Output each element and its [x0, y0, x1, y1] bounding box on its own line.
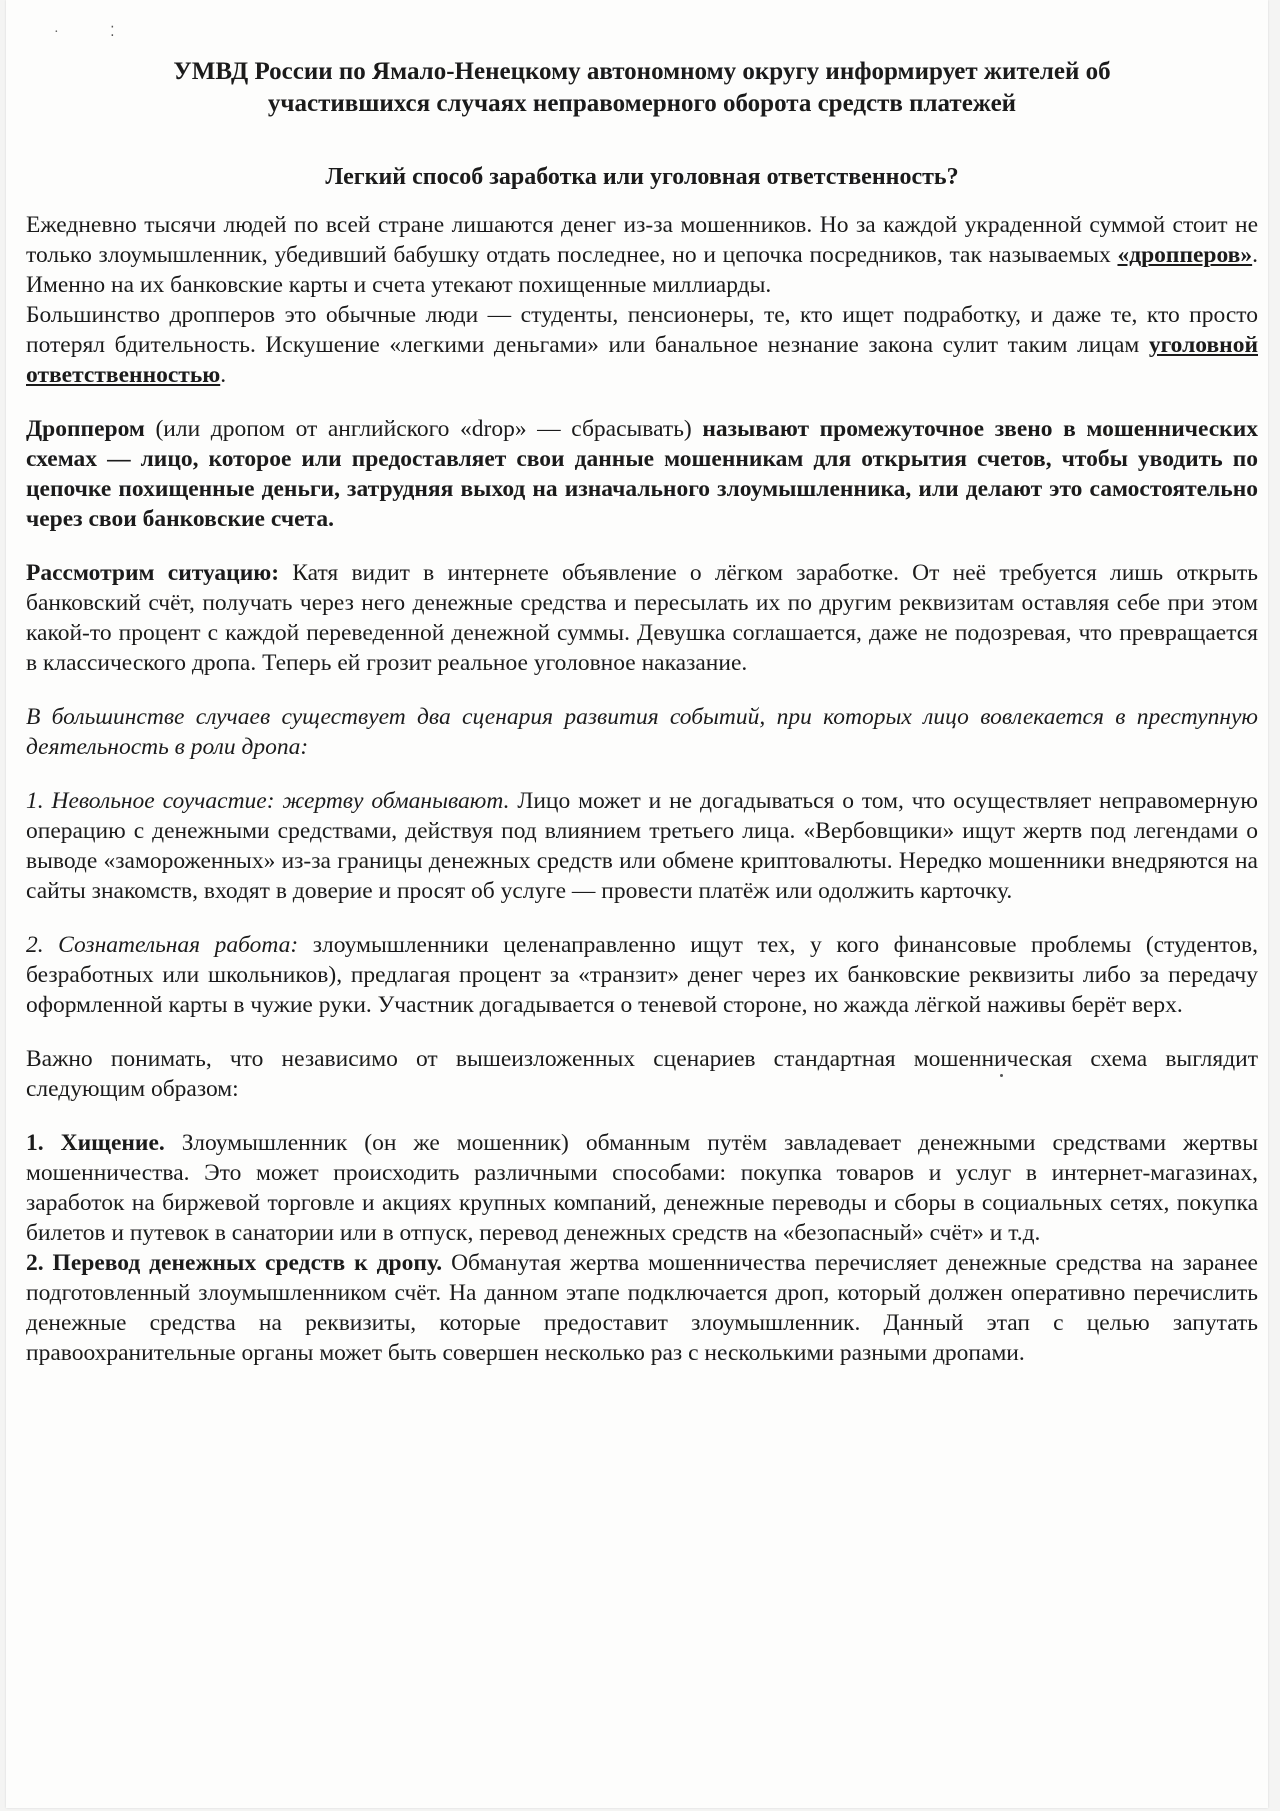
p9-text: Злоумышленник (он же мошенник) обманным путём завладевает денежными средствами жертвы мошенничества. Это может происходить различными способами: покупка товаров и услуг в интернет-магазинах, заработок на биржевой торговле и акциях крупных компаний, денежные переводы и сборы в социальных сетях, покупка билетов и путевок в санатории или в отпуск, перевод денежных средств на «безопасный» счёт» и т.д. — [26, 1130, 1259, 1246]
p10-lead: 2. Перевод денежных средств к дропу. — [26, 1250, 443, 1276]
document-body — [26, 56, 1258, 1368]
p2-text-c: . — [220, 362, 227, 388]
p2-text-a: Большинство дропперов это обычные люди — студенты, пенсионеры, те, кто ищет подработку, и даже те, кто просто потерял бдительность. Искушение «легкими деньгами» или банальное незнание закона сулит таким лицам — [26, 302, 1258, 358]
paragraph-definition — [26, 414, 1258, 534]
p7-lead: 2. Сознательная работа: — [26, 932, 299, 958]
paragraph-step-2 — [26, 1248, 1258, 1368]
document-page — [6, 0, 1268, 1808]
paragraph-step-1 — [26, 1128, 1258, 1248]
paragraph-scenario-2 — [26, 930, 1258, 1020]
title-line-2: участившихся случаях неправомерного оборота средств платежей — [267, 90, 1017, 117]
scan-specks: · ⁚ — [54, 25, 139, 40]
document-title — [66, 56, 1218, 120]
paragraph-scenarios-intro: В большинстве случаев существует два сценария развития событий, при которых лицо вовлекается в преступную деятельность в роли дропа: — [26, 704, 1258, 760]
title-line-1: УМВД России по Ямало-Ненецкому автономному округу информирует жителей об — [173, 58, 1111, 85]
p4-lead: Рассмотрим ситуацию: — [26, 560, 280, 586]
p1-droppers-term: «дропперов» — [1117, 242, 1253, 268]
document-subtitle: Легкий способ заработка или уголовная ответственность? — [325, 164, 959, 190]
paragraph-example — [26, 558, 1258, 678]
paragraph-scenario-1 — [26, 786, 1258, 906]
paragraph-scheme-intro: Важно понимать, что независимо от вышеизложенных сценариев стандартная мошенническая схема выглядит следующим образом: — [26, 1046, 1258, 1102]
p2-criminal-liability: уголовной ответственностью — [26, 332, 1258, 388]
p7-text: злоумышленники целенаправленно ищут тех, у кого финансовые проблемы (студентов, безработных или школьников), предлагая процент за «транзит» денег через их банковские реквизиты либо за передачу оформленной карты в чужие руки. Участник догадывается о теневой стороне, но жажда лёгкой наживы берёт верх. — [26, 932, 1258, 1018]
p3-etymology: (или дропом от английского «drop» — сбрасывать) — [144, 416, 703, 442]
p3-definition: называют промежуточное звено в мошеннических схемах — лицо, которое или предоставляет свои данные мошенникам для открытия счетов, чтобы уводить по цепочке похищенные деньги, затрудняя выход на изначального злоумышленника, или делают это самостоятельно через свои банковские счета. — [26, 416, 1258, 532]
p1-text-a: Ежедневно тысячи людей по всей стране лишаются денег из-за мошенников. Но за каждой украденной суммой стоит не только злоумышленник, убедивший бабушку отдать последнее, но и цепочка посредников, так называемых — [26, 212, 1258, 268]
p6-lead: 1. Невольное соучастие: жертву обманывают. — [26, 788, 510, 814]
p10-text: Обманутая жертва мошенничества перечисляет денежные средства на заранее подготовленный злоумышленником счёт. На данном этапе подключается дроп, который должен оперативно перечислить денежные средства на реквизиты, которые предоставит злоумышленник. Данный этап с целью запутать правоохранительные органы может быть совершен несколько раз с несколькими разными дропами. — [26, 1250, 1258, 1366]
p4-text: Катя видит в интернете объявление о лёгком заработке. От неё требуется лишь открыть банковский счёт, получать через него денежные средства и пересылать их по другим реквизитам оставляя себе при этом какой-то процент с каждой переведенной денежной суммы. Девушка соглашается, даже не подозревая, что превращается в классического дропа. Теперь ей грозит реальное уголовное наказание. — [26, 560, 1259, 676]
p1-text-c: . Именно на их банковские карты и счета утекают похищенные миллиарды. — [26, 242, 1258, 298]
p3-term: Дроппером — [26, 416, 145, 442]
paragraph-intro — [26, 210, 1258, 300]
p6-text: Лицо может и не догадываться о том, что осуществляет неправомерную операцию с денежными средствами, действуя под влиянием третьего лица. «Вербовщики» ищут жертв под легендами о выводе «замороженных» из-за границы денежных средств или обмене криптовалюты. Нередко мошенники внедряются на сайты знакомств, входят в доверие и просят об услуге — провести платёж или одолжить карточку. — [26, 788, 1258, 904]
paragraph-who-are-droppers — [26, 300, 1258, 390]
p9-lead: 1. Хищение. — [26, 1130, 165, 1156]
